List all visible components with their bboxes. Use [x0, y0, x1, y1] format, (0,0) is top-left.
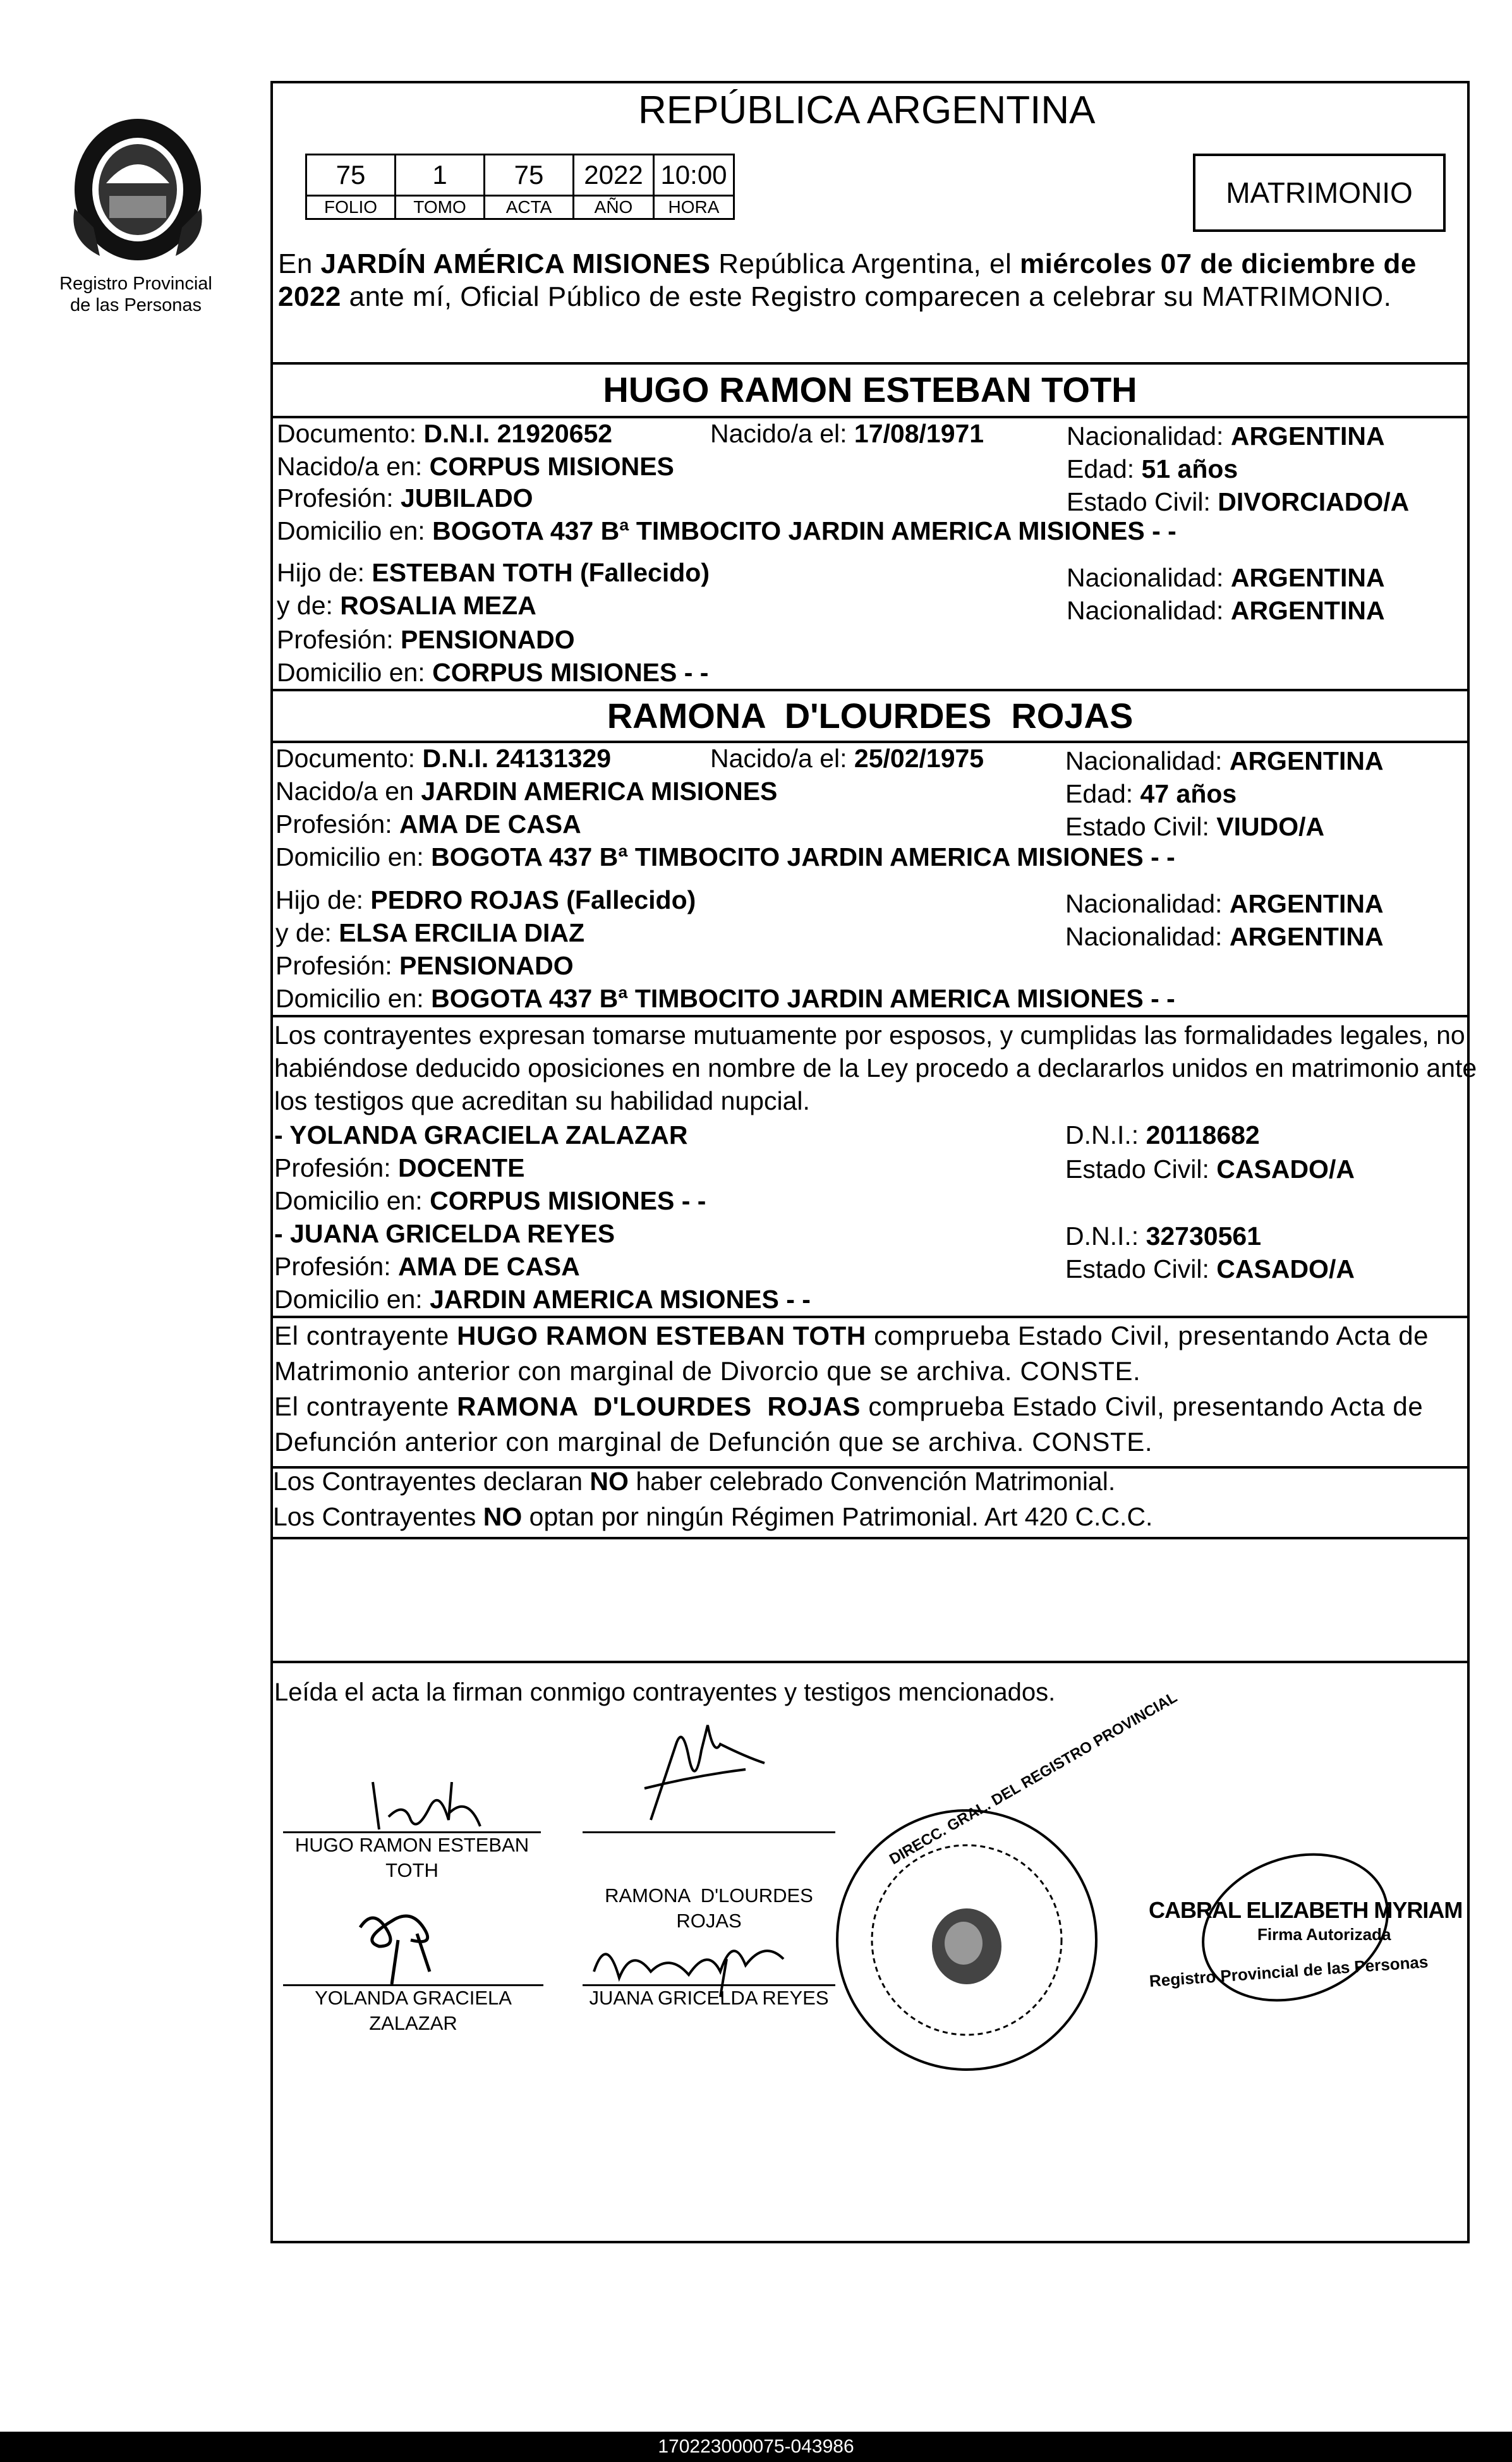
- spouse1-address: Domicilio en: BOGOTA 437 Bª TIMBOCITO JARDIN AMERICA MISIONES - -: [277, 516, 1176, 545]
- witness1-name: - YOLANDA GRACIELA ZALAZAR: [274, 1120, 688, 1149]
- divider: [270, 1661, 1470, 1663]
- intro-date: miércoles 07 de diciembre de: [1019, 248, 1417, 279]
- spouse1-age: Edad: 51 años: [1067, 454, 1238, 483]
- official-role: Firma Autorizada: [1257, 1925, 1391, 1944]
- spouse2-parents-address: Domicilio en: BOGOTA 437 Bª TIMBOCITO JARDIN AMERICA MISIONES - -: [275, 984, 1175, 1013]
- signature-label-yolanda: YOLANDA GRACIELA ZALAZAR: [315, 1987, 512, 2034]
- signature-label-ramona: RAMONA D'LOURDES ROJAS: [605, 1884, 813, 1932]
- convention-line-1: Los Contrayentes declaran NO haber celebrado Convención Matrimonial.: [273, 1467, 1116, 1496]
- signature-label-juana: JUANA GRICELDA REYES: [589, 1987, 829, 2009]
- spouse1-father: Hijo de: ESTEBAN TOTH (Fallecido): [277, 558, 710, 587]
- spouse2-address: Domicilio en: BOGOTA 437 Bª TIMBOCITO JARDIN AMERICA MISIONES - -: [275, 842, 1175, 871]
- witness1-address: Domicilio en: CORPUS MISIONES - -: [274, 1186, 706, 1215]
- spouse1-mother-nationality: Nacionalidad: ARGENTINA: [1067, 596, 1385, 625]
- spouse1-document: Documento: D.N.I. 21920652: [277, 419, 613, 448]
- spouse2-father-nationality: Nacionalidad: ARGENTINA: [1065, 889, 1384, 918]
- spouse1-mother: y de: ROSALIA MEZA: [277, 591, 536, 620]
- anio-label: AÑO: [574, 196, 654, 219]
- witness2-civil-status: Estado Civil: CASADO/A: [1065, 1254, 1355, 1283]
- country-title: REPÚBLICA ARGENTINA: [638, 88, 1096, 132]
- tomo-value: 1: [396, 155, 485, 196]
- spouse2-birthplace: Nacido/a en JARDIN AMERICA MISIONES: [275, 777, 778, 806]
- acta-value: 75: [485, 155, 574, 196]
- divider: [270, 1015, 1470, 1017]
- hora-value: 10:00: [654, 155, 734, 196]
- signatures-intro: Leída el acta la firman conmigo contrayentes y testigos mencionados.: [274, 1678, 1056, 1706]
- divider: [270, 689, 1470, 691]
- hora-label: HORA: [654, 196, 734, 219]
- intro-text: En JARDÍN AMÉRICA MISIONES República Argentina, el miércoles 07 de diciembre de 2022 ante mí, Oficial Público de este Registro comparecen a celebrar su MATRIMONIO.: [278, 248, 1417, 312]
- spouse1-nationality: Nacionalidad: ARGENTINA: [1067, 421, 1385, 451]
- intro-place: JARDÍN AMÉRICA MISIONES: [320, 248, 711, 279]
- signature-hugo: [354, 1769, 499, 1839]
- civil-proof-text: El contrayente HUGO RAMON ESTEBAN TOTH comprueba Estado Civil, presentando Acta de Matrimonio anterior con marginal de Divorcio que se archiva. CONSTE. El contrayente RAMONA D'LOURDES ROJAS comprueba Estado Civil, presentando Acta de Defunción anterior con marginal de Defunción que se archiva. CONSTE.: [274, 1321, 1429, 1457]
- spouse1-parents-profession: Profesión: PENSIONADO: [277, 625, 575, 654]
- registry-line2: de las Personas: [70, 295, 202, 315]
- stamp-text: DIRECC. GRAL. DEL REGISTRO PROVINCIAL: [886, 1689, 1180, 1869]
- witness2-address: Domicilio en: JARDIN AMERICA MSIONES - -: [274, 1285, 811, 1314]
- tomo-label: TOMO: [396, 196, 485, 219]
- registry-table: [305, 154, 735, 220]
- registry-name: [38, 273, 234, 316]
- spouse2-name: RAMONA D'LOURDES ROJAS: [607, 696, 1134, 736]
- spouse2-profession: Profesión: AMA DE CASA: [275, 810, 581, 839]
- witness1-profession: Profesión: DOCENTE: [274, 1153, 525, 1182]
- spouse1-father-nationality: Nacionalidad: ARGENTINA: [1067, 563, 1385, 592]
- spouse2-father: Hijo de: PEDRO ROJAS (Fallecido): [275, 885, 696, 914]
- spouse2-document: Documento: D.N.I. 24131329: [275, 744, 612, 773]
- intro-year: 2022: [278, 281, 341, 312]
- signature-ramona: [619, 1719, 771, 1833]
- declaration-text: Los contrayentes expresan tomarse mutuamente por esposos, y cumplidas las formalidades legales, no habiéndose deducido oposiciones en nombre de la Ley procedo a declararlos unidos en matrimonio ante los testigos que acreditan su habilidad nupcial.: [274, 1021, 1477, 1115]
- spouse2-mother: y de: ELSA ERCILIA DIAZ: [275, 918, 585, 947]
- barcode-number: 170223000075-043986: [0, 2432, 1512, 2462]
- spouse1-parents-address: Domicilio en: CORPUS MISIONES - -: [277, 658, 709, 687]
- signature-label-hugo: HUGO RAMON ESTEBAN TOTH: [294, 1834, 529, 1881]
- witness1-civil-status: Estado Civil: CASADO/A: [1065, 1155, 1355, 1184]
- divider: [270, 1537, 1470, 1539]
- convention-line-2: Los Contrayentes NO optan por ningún Régimen Patrimonial. Art 420 C.C.C.: [273, 1502, 1153, 1531]
- spouse1-profession: Profesión: JUBILADO: [277, 483, 533, 512]
- spouse2-age: Edad: 47 años: [1065, 779, 1237, 808]
- registry-line1: Registro Provincial: [59, 274, 212, 294]
- folio-value: 75: [306, 155, 396, 196]
- spouse2-mother-nationality: Nacionalidad: ARGENTINA: [1065, 922, 1384, 951]
- spouse1-birthdate: Nacido/a el: 17/08/1971: [710, 419, 984, 448]
- spouse2-civil-status: Estado Civil: VIUDO/A: [1065, 812, 1325, 841]
- signature-yolanda: [348, 1902, 449, 1991]
- witness2-profession: Profesión: AMA DE CASA: [274, 1252, 580, 1281]
- witness1-dni: D.N.I.: 20118682: [1065, 1120, 1260, 1149]
- spouse2-parents-profession: Profesión: PENSIONADO: [275, 951, 574, 980]
- official-name: CABRAL ELIZABETH MYRIAM: [1149, 1897, 1463, 1923]
- witness2-name: - JUANA GRICELDA REYES: [274, 1219, 615, 1248]
- anio-value: 2022: [574, 155, 654, 196]
- act-type-box: MATRIMONIO: [1193, 154, 1446, 232]
- folio-label: FOLIO: [306, 196, 396, 219]
- acta-label: ACTA: [485, 196, 574, 219]
- official-round-stamp: [828, 1801, 1106, 2079]
- divider: [270, 362, 1470, 365]
- official-registry: Registro Provincial de las Personas: [1149, 1952, 1429, 1991]
- spouse1-birthplace: Nacido/a en: CORPUS MISIONES: [277, 452, 674, 481]
- spouse2-nationality: Nacionalidad: ARGENTINA: [1065, 746, 1384, 775]
- spouse1-civil-status: Estado Civil: DIVORCIADO/A: [1067, 487, 1410, 516]
- spouse2-birthdate: Nacido/a el: 25/02/1975: [710, 744, 984, 773]
- spouse1-name: HUGO RAMON ESTEBAN TOTH: [603, 370, 1137, 409]
- witness2-dni: D.N.I.: 32730561: [1065, 1222, 1261, 1251]
- province-seal-logo: [56, 101, 220, 272]
